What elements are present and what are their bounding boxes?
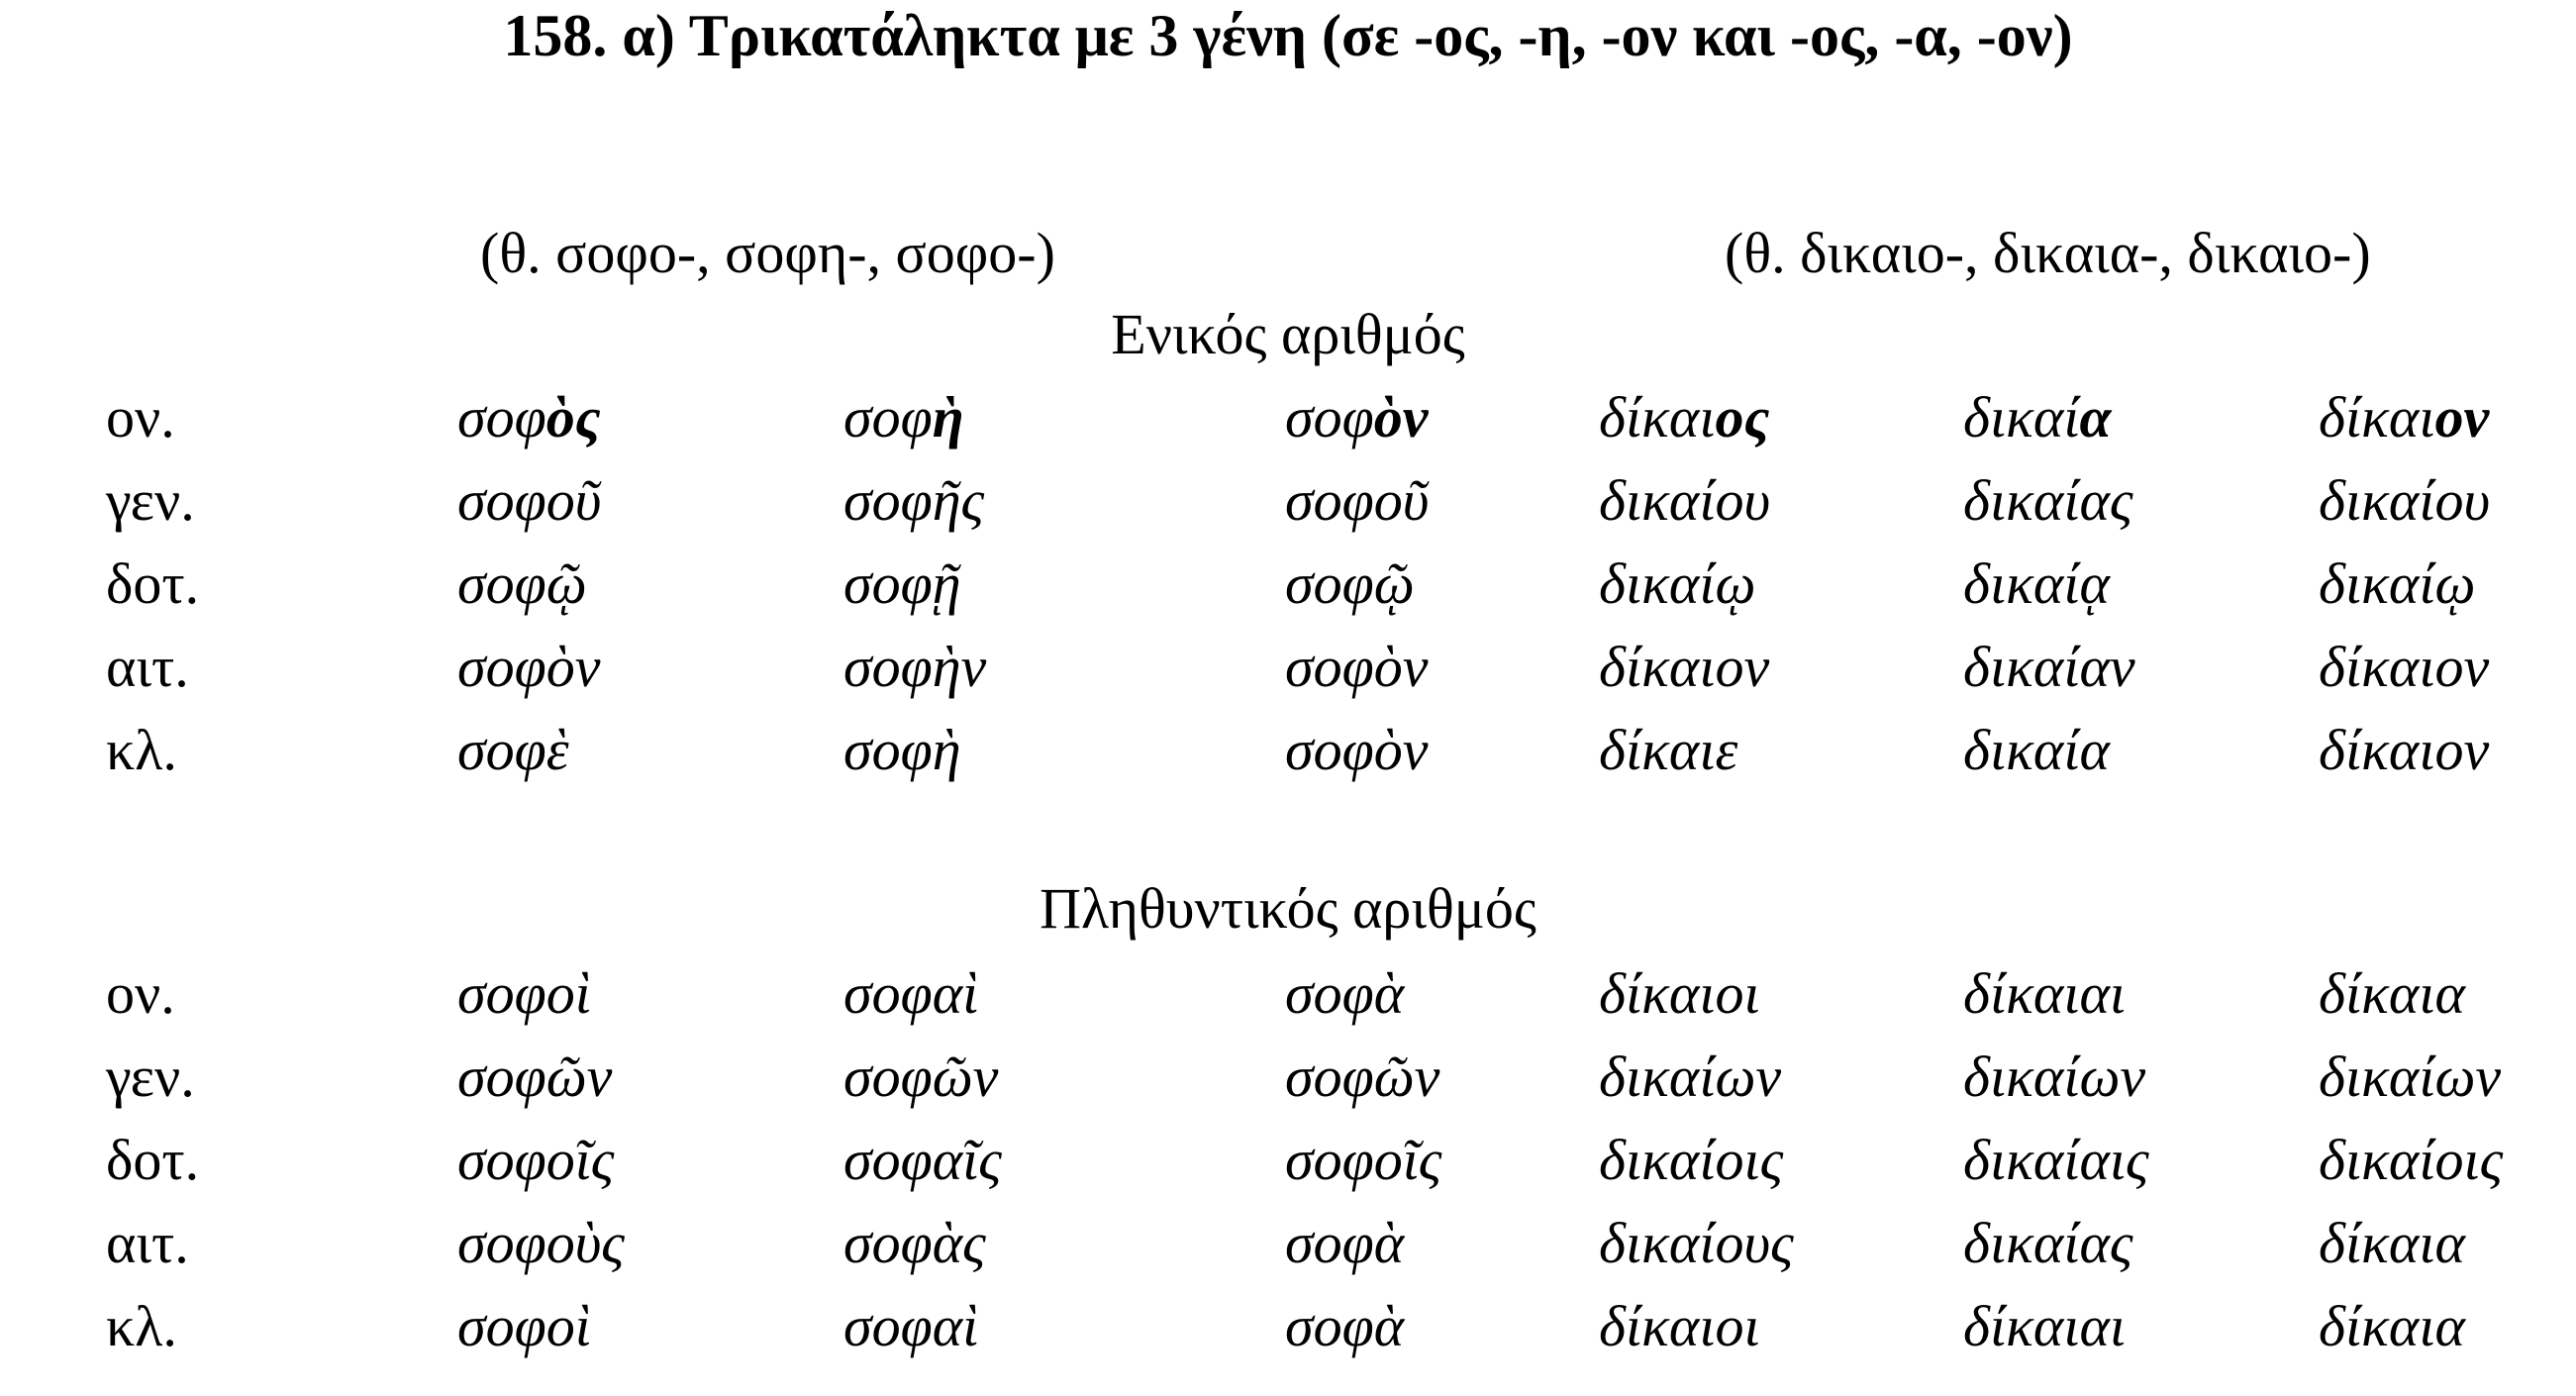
form-ending: ος xyxy=(1715,385,1770,449)
case-label: ον. xyxy=(106,385,175,449)
singular-row-nom xyxy=(0,376,2576,459)
form-sofos-neut: σοφῶν xyxy=(1285,1045,1440,1109)
plural-row-voc xyxy=(0,1285,2576,1368)
form-sofos-fem: σοφαὶ xyxy=(843,1294,979,1358)
form-dikaios-masc: δίκαιοι xyxy=(1599,961,1760,1026)
form-dikaios-masc: δικαίους xyxy=(1599,1211,1794,1275)
form-dikaios-masc: δικαίῳ xyxy=(1599,551,1756,616)
form-stem: δίκαι xyxy=(1599,385,1716,449)
form-sofos-neut: σοφοῦ xyxy=(1285,468,1430,533)
form-sofos-masc: σοφῶν xyxy=(457,1045,613,1109)
form-dikaios-fem: δικαίας xyxy=(1963,468,2133,533)
form-dikaios-neut: δικαίου xyxy=(2319,468,2491,533)
form-stem: σοφ xyxy=(457,385,546,449)
form-sofos-neut xyxy=(1285,376,1428,459)
form-dikaios-neut xyxy=(2319,376,2489,459)
form-stem: σοφ xyxy=(843,385,933,449)
form-sofos-neut: σοφὰ xyxy=(1285,1294,1405,1358)
form-dikaios-masc xyxy=(1599,376,1769,459)
form-sofos-fem: σοφῆς xyxy=(843,468,984,533)
form-sofos-masc: σοφὸν xyxy=(457,635,601,699)
form-ending: ὸν xyxy=(1373,385,1429,449)
form-sofos-masc xyxy=(457,376,601,459)
form-sofos-neut: σοφοῖς xyxy=(1285,1128,1442,1192)
plural-row-acc xyxy=(0,1202,2576,1285)
form-dikaios-masc: δίκαιον xyxy=(1599,635,1770,699)
form-sofos-fem: σοφὴ xyxy=(843,718,961,782)
case-label: δοτ. xyxy=(106,1128,200,1192)
form-dikaios-neut: δίκαια xyxy=(2319,961,2465,1026)
form-sofos-fem: σοφῇ xyxy=(843,551,961,616)
form-dikaios-fem: δικαίαις xyxy=(1963,1128,2149,1192)
form-sofos-masc: σοφοὶ xyxy=(457,961,591,1026)
form-stem: δικαί xyxy=(1963,385,2080,449)
form-sofos-fem: σοφαῖς xyxy=(843,1128,1002,1192)
form-dikaios-masc: δικαίου xyxy=(1599,468,1771,533)
stem-sofos: (θ. σοφο-, σοφη-, σοφο-) xyxy=(480,221,1055,285)
singular-row-acc xyxy=(0,626,2576,709)
case-label: γεν. xyxy=(106,1045,195,1109)
form-sofos-masc: σοφῷ xyxy=(457,551,587,616)
page-title: 158. α) Τρικατάληκτα με 3 γένη (σε -ος, -η, -ον και -ος, -α, -ον) xyxy=(503,3,2073,68)
form-dikaios-fem: δικαίαν xyxy=(1963,635,2135,699)
form-dikaios-neut: δικαίῳ xyxy=(2319,551,2476,616)
form-dikaios-neut: δίκαια xyxy=(2319,1294,2465,1358)
singular-row-dat xyxy=(0,543,2576,626)
case-label: κλ. xyxy=(106,718,177,782)
form-dikaios-masc: δικαίοις xyxy=(1599,1128,1784,1192)
case-label: κλ. xyxy=(106,1294,177,1358)
case-label: δοτ. xyxy=(106,551,200,616)
form-dikaios-fem: δίκαιαι xyxy=(1963,1294,2127,1358)
form-sofos-neut: σοφὰ xyxy=(1285,961,1405,1026)
form-ending: α xyxy=(2079,385,2112,449)
form-sofos-masc: σοφοῦ xyxy=(457,468,602,533)
form-sofos-masc: σοφὲ xyxy=(457,718,569,782)
form-ending: ον xyxy=(2434,385,2490,449)
form-dikaios-neut: δίκαιον xyxy=(2319,635,2490,699)
form-dikaios-fem: δικαία xyxy=(1963,718,2110,782)
case-label: αιτ. xyxy=(106,635,189,699)
form-dikaios-masc: δικαίων xyxy=(1599,1045,1782,1109)
form-dikaios-neut: δίκαιον xyxy=(2319,718,2490,782)
form-sofos-masc: σοφοῖς xyxy=(457,1128,615,1192)
form-ending: ὸς xyxy=(545,385,601,449)
form-dikaios-fem: δικαίας xyxy=(1963,1211,2133,1275)
stem-dikaios: (θ. δικαιο-, δικαια-, δικαιο-) xyxy=(1725,221,2371,285)
form-dikaios-masc: δίκαιοι xyxy=(1599,1294,1760,1358)
form-dikaios-neut: δίκαια xyxy=(2319,1211,2465,1275)
case-label: ον. xyxy=(106,961,175,1026)
case-label: γεν. xyxy=(106,468,195,533)
form-sofos-masc: σοφοὺς xyxy=(457,1211,625,1275)
form-dikaios-fem xyxy=(1963,376,2112,459)
form-dikaios-fem: δικαίων xyxy=(1963,1045,2146,1109)
singular-row-voc xyxy=(0,709,2576,792)
case-label: αιτ. xyxy=(106,1211,189,1275)
plural-row-dat xyxy=(0,1119,2576,1202)
form-sofos-neut: σοφὸν xyxy=(1285,718,1429,782)
form-sofos-fem: σοφὰς xyxy=(843,1211,986,1275)
plural-row-nom xyxy=(0,952,2576,1036)
form-stem: σοφ xyxy=(1285,385,1374,449)
singular-heading: Ενικός αριθμός xyxy=(1111,302,1465,366)
form-sofos-fem: σοφῶν xyxy=(843,1045,999,1109)
form-dikaios-neut: δικαίων xyxy=(2319,1045,2502,1109)
form-sofos-neut: σοφὸν xyxy=(1285,635,1429,699)
form-sofos-fem: σοφαὶ xyxy=(843,961,979,1026)
form-dikaios-masc: δίκαιε xyxy=(1599,718,1738,782)
plural-heading: Πληθυντικός αριθμός xyxy=(1040,876,1536,941)
form-sofos-fem xyxy=(843,376,964,459)
form-stem: δίκαι xyxy=(2319,385,2435,449)
form-sofos-masc: σοφοὶ xyxy=(457,1294,591,1358)
form-sofos-neut: σοφῷ xyxy=(1285,551,1415,616)
form-ending: ὴ xyxy=(932,385,964,449)
plural-row-gen xyxy=(0,1036,2576,1119)
singular-row-gen xyxy=(0,459,2576,543)
form-dikaios-neut: δικαίοις xyxy=(2319,1128,2504,1192)
form-dikaios-fem: δίκαιαι xyxy=(1963,961,2127,1026)
form-sofos-neut: σοφὰ xyxy=(1285,1211,1405,1275)
form-dikaios-fem: δικαίᾳ xyxy=(1963,551,2110,616)
form-sofos-fem: σοφὴν xyxy=(843,635,987,699)
